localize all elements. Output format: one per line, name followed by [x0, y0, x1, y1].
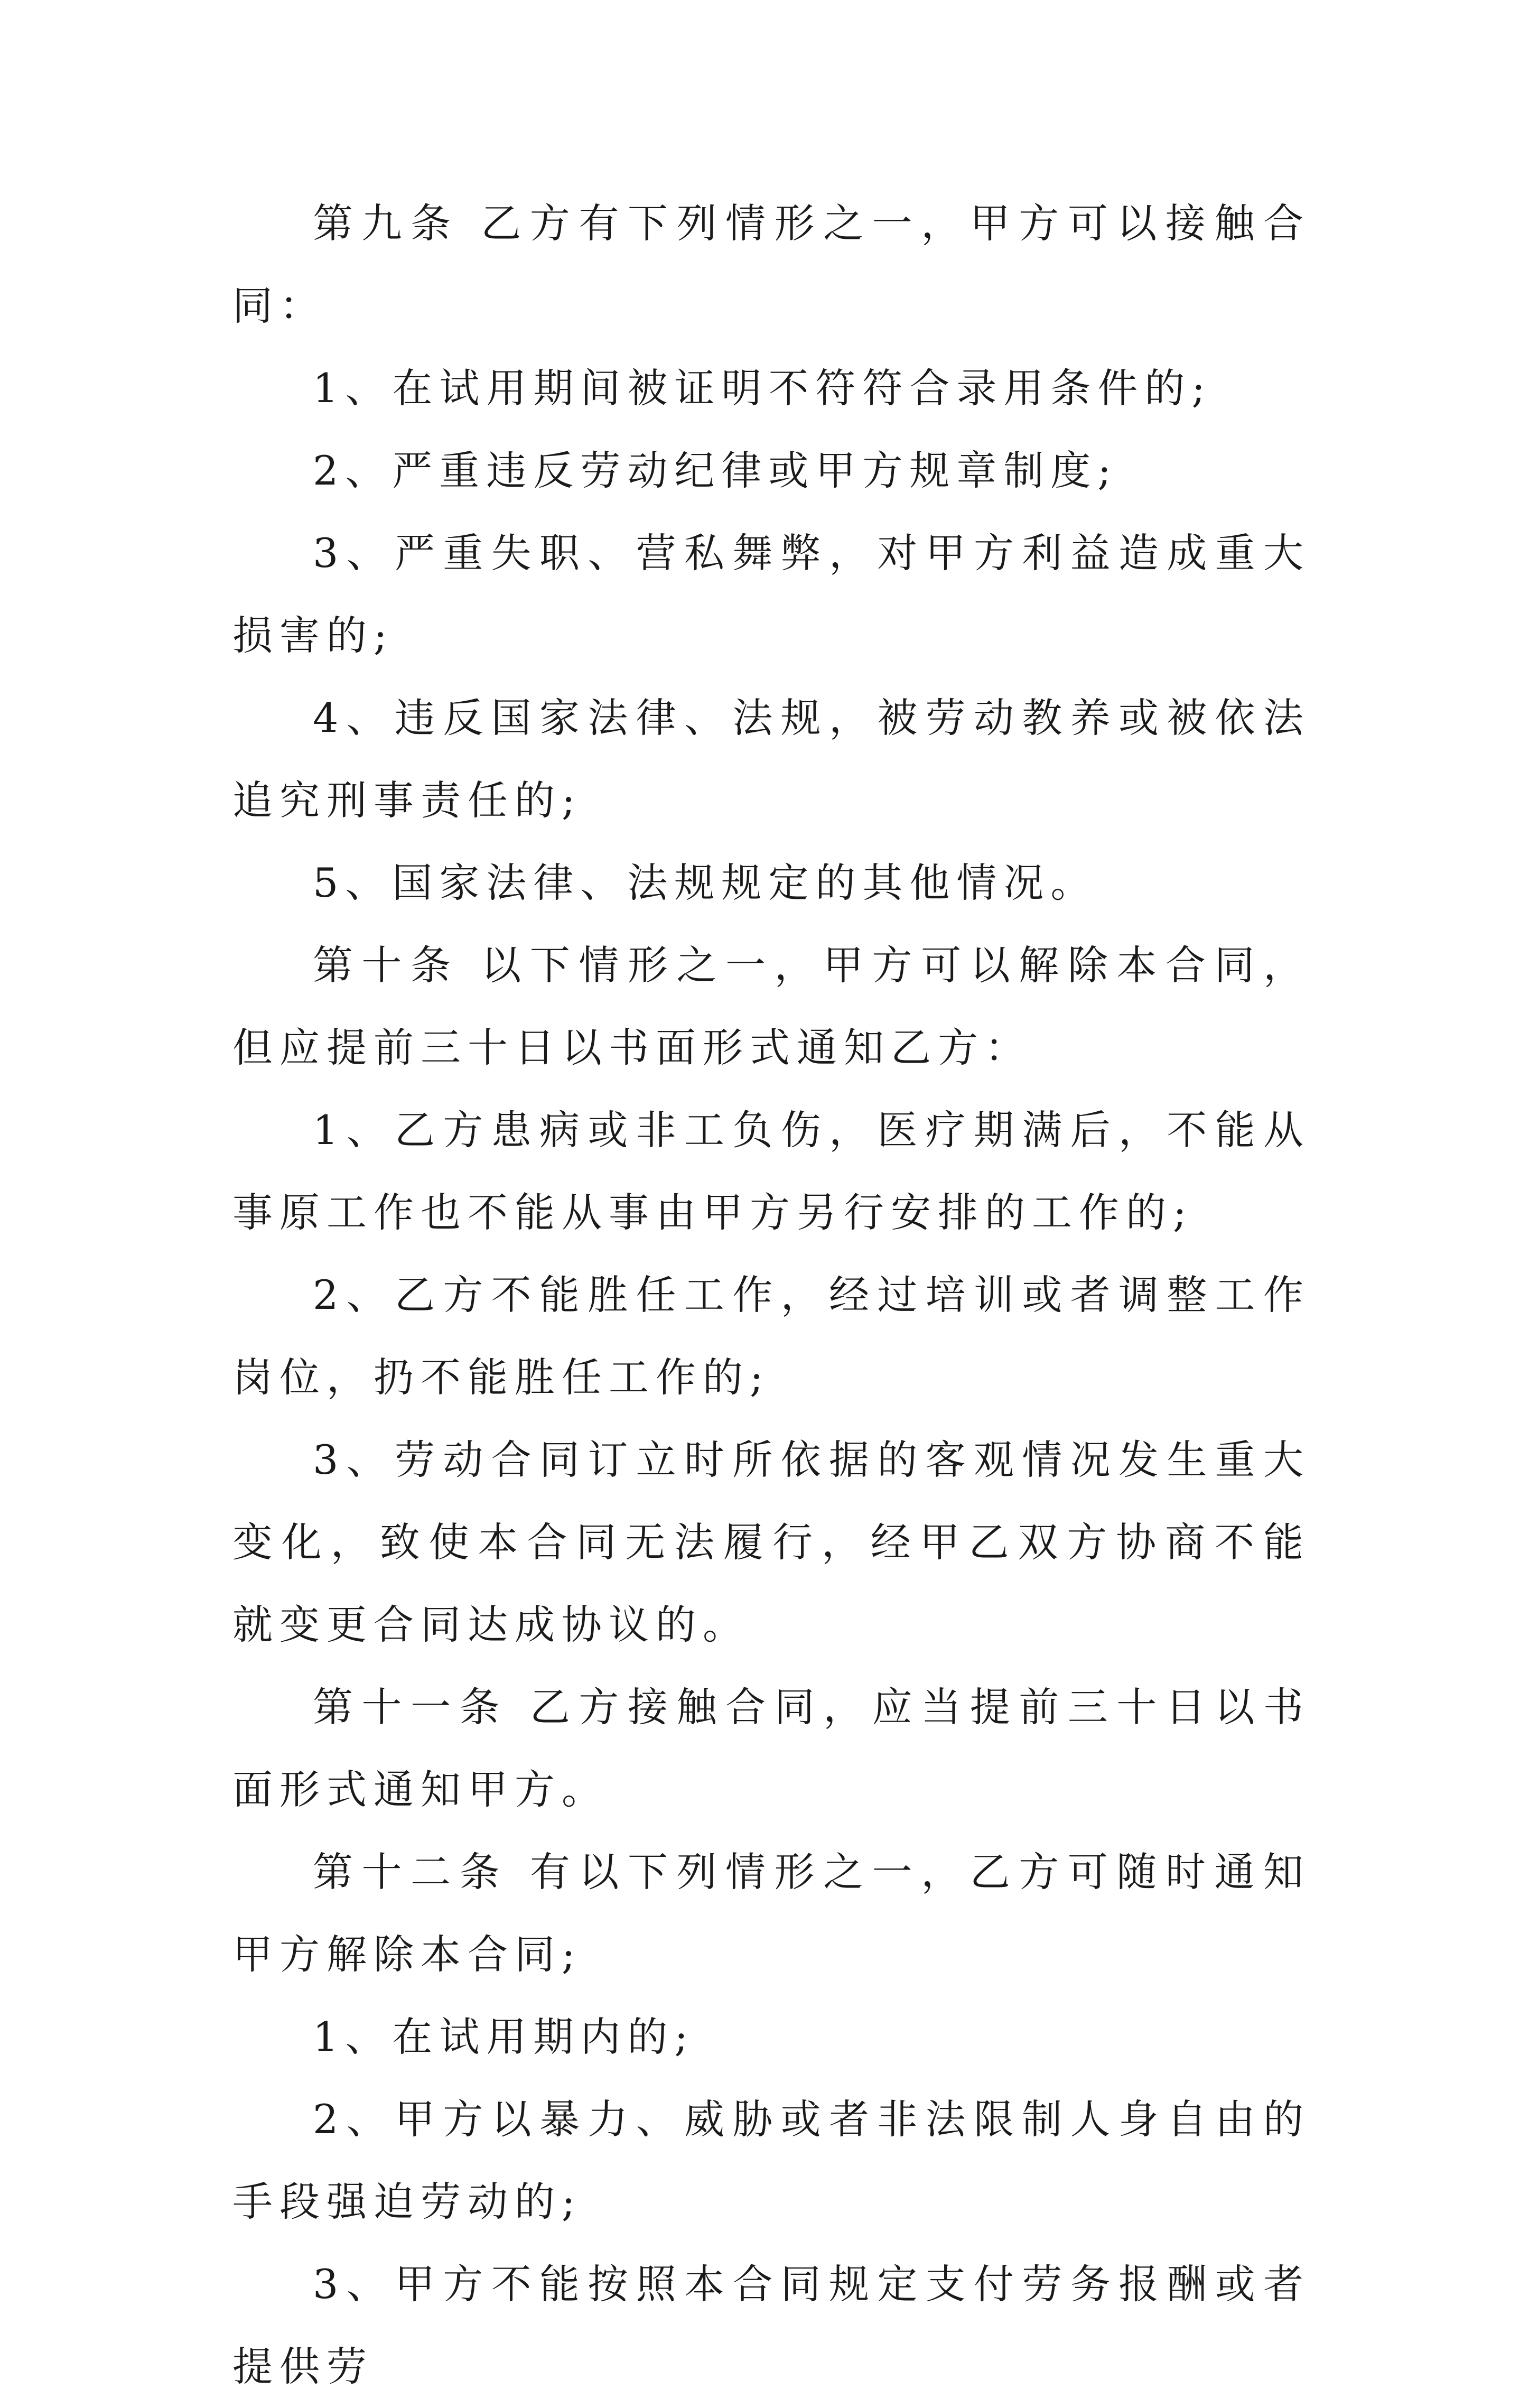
article-10-item-2: 2、乙方不能胜任工作，经过培训或者调整工作岗位，扔不能胜任工作的; [232, 1271, 1310, 1401]
article-9-item-4: 4、违反国家法律、法规，被劳动教养或被依法追究刑事责任的; [232, 694, 1310, 824]
article-12-item-2: 2、甲方以暴力、威胁或者非法限制人身自由的手段强迫劳动的; [232, 2096, 1310, 2225]
article-9-item-2: 2、严重违反劳动纪律或甲方规章制度; [313, 447, 1118, 494]
article-9-item-5: 5、国家法律、法规规定的其他情况。 [313, 859, 1098, 906]
article-9-item-1: 1、在试用期间被证明不符符合录用条件的; [313, 365, 1212, 412]
article-10-item-1: 1、乙方患病或非工负伤，医疗期满后，不能从事原工作也不能从事由甲方另行安排的工作的; [232, 1107, 1310, 1236]
article-9-heading: 第九条 乙方有下列情形之一，甲方可以接触合同： [232, 200, 1310, 329]
article-12-item-3: 3、甲方不能按照本合同规定支付劳务报酬或者提供劳 [232, 2261, 1310, 2390]
article-9-item-3: 3、严重失职、营私舞弊，对甲方利益造成重大损害的; [232, 529, 1310, 659]
document-body [232, 182, 1310, 2408]
article-10-heading: 第十条 以下情形之一，甲方可以解除本合同，但应提前三十日以书面形式通知乙方： [232, 942, 1310, 1071]
article-10-item-3: 3、劳动合同订立时所依据的客观情况发生重大变化，致使本合同无法履行，经甲乙双方协商不能就变更合同达成协议的。 [232, 1436, 1310, 1648]
article-12-item-1: 1、在试用期内的; [313, 2013, 695, 2060]
article-12-heading: 第十二条 有以下列情形之一，乙方可随时通知甲方解除本合同; [232, 1848, 1310, 1978]
article-11: 第十一条 乙方接触合同，应当提前三十日以书面形式通知甲方。 [232, 1684, 1310, 1813]
